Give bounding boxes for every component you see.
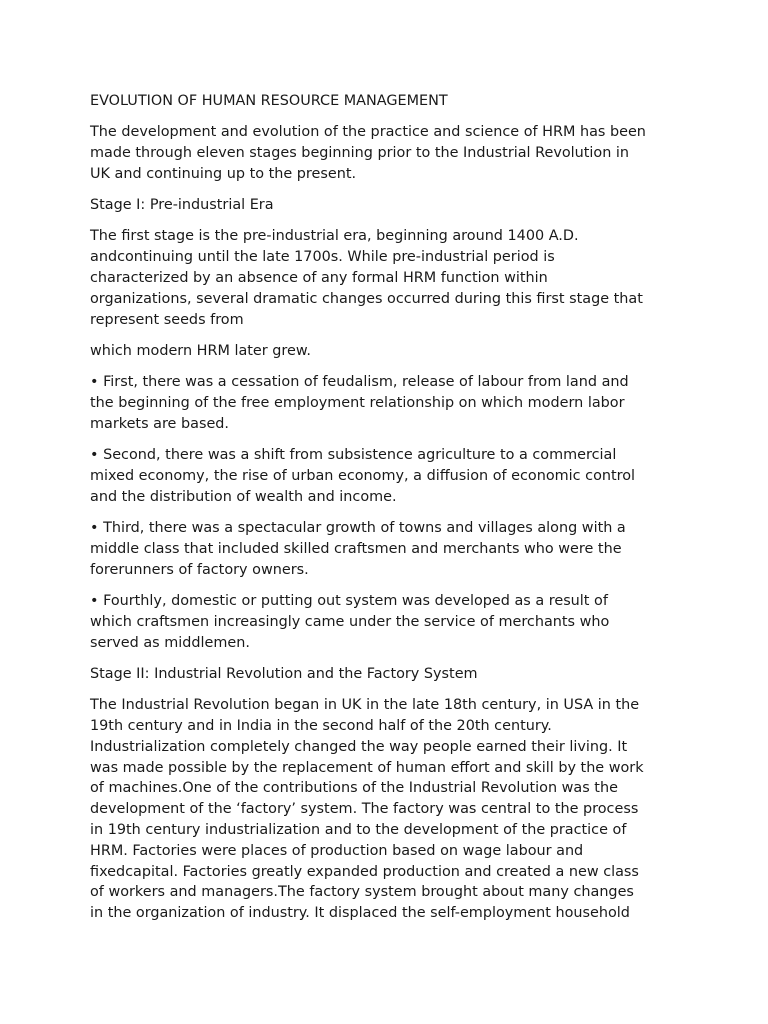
bullet-item: • Second, there was a shift from subsistence agriculture to a commercial mixed economy, the rise of urban economy, a diffusion of economic control and the distribution of wealth and income. <box>90 447 636 505</box>
document-title: EVOLUTION OF HUMAN RESOURCE MANAGEMENT <box>90 93 448 109</box>
bullet-item: • First, there was a cessation of feudalism, release of labour from land and the beginning of the free employment relationship on which modern labor markets are based. <box>90 374 629 432</box>
stage-1-paragraph: The first stage is the pre-industrial era, beginning around 1400 A.D. andcontinuing until the late 1700s. While pre-industrial period is characterized by an absence of any formal HRM function within organizations, several dramatic changes occurred during this first stage that represent seeds from <box>90 228 643 328</box>
bullet-item: • Fourthly, domestic or putting out system was developed as a result of which craftsmen increasingly came under the service of merchants who served as middlemen. <box>90 592 610 651</box>
stage-1-paragraph-continued: which modern HRM later grew. <box>90 342 311 359</box>
intro-paragraph: The development and evolution of the practice and science of HRM has been made through eleven stages beginning prior to the Industrial Revolution in UK and continuing up to the present. <box>90 124 646 182</box>
document-body <box>90 91 680 934</box>
stage-2-heading: Stage II: Industrial Revolution and the Factory System <box>90 665 478 682</box>
stage-2-paragraph: The Industrial Revolution began in UK in the late 18th century, in USA in the 19th century and in India in the second half of the 20th century. Industrialization completely changed the way people earned their living. It was made possible by the replacement of human effort and skill by the work of machines.One of the contributions of the Industrial Revolution was the development of the ‘factory’ system. The factory was central to the process in 19th century industrialization and to the development of the practice of HRM. Factories were places of production based on wage labour and fixedcapital. Factories greatly expanded production and created a new class of workers and managers.The factory system brought about many changes in the organization of industry. It displaced the self-employment household <box>90 697 644 922</box>
bullet-item: • Third, there was a spectacular growth of towns and villages along with a middle class that included skilled craftsmen and merchants who were the forerunners of factory owners. <box>90 520 626 578</box>
stage-1-heading: Stage I: Pre-industrial Era <box>90 197 274 214</box>
